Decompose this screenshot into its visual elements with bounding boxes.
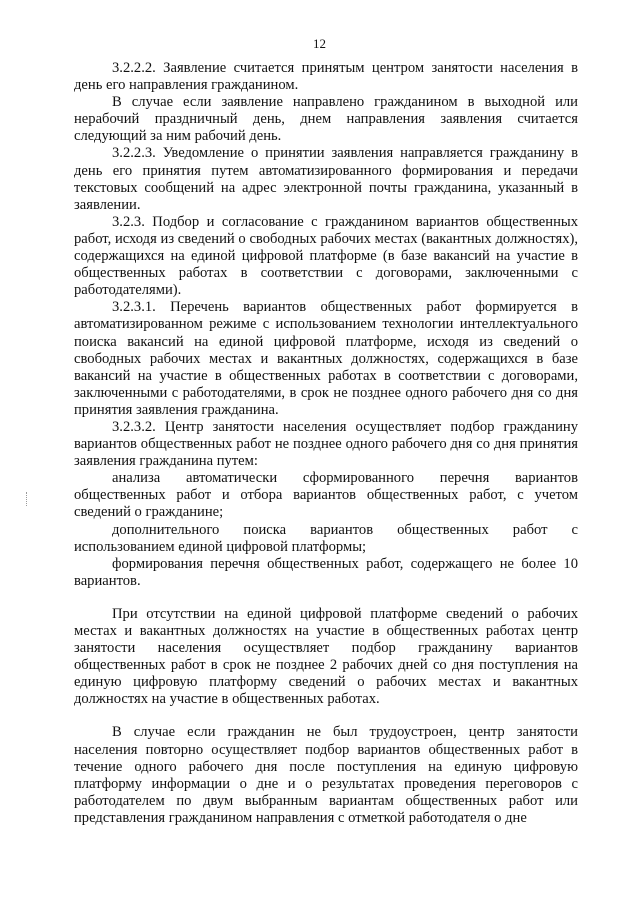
list-item-analysis: анализа автоматически сформированного перечня вариантов общественных работ и отбора вариантов общественных работ, с учетом сведений о гражданине;	[74, 470, 578, 521]
page-number: 12	[313, 36, 326, 51]
list-item-forming-list: формирования перечня общественных работ, содержащего не более 10 вариантов.	[74, 555, 578, 589]
paragraph-3-2-2-2: 3.2.2.2. Заявление считается принятым центром занятости населения в день его направления гражданином.	[74, 60, 578, 94]
paragraph-no-vacancies: При отсутствии на единой цифровой платформе сведений о рабочих местах и вакантных должностях на участие в общественных работах центр занятости населения осуществляет подбор гражданину вариантов общественных работ в срок не позднее 2 рабочих дней со дня поступления на единую цифровую платформу сведений о рабочих местах и вакантных должностях на участие в общественных работах.	[74, 605, 578, 708]
paragraph-weekend-submission: В случае если заявление направлено гражданином в выходной или нерабочий праздничный день, днем направления заявления считается следующий за ним рабочий день.	[74, 94, 578, 145]
scan-artifact	[26, 492, 28, 506]
paragraph-3-2-3: 3.2.3. Подбор и согласование с гражданином вариантов общественных работ, исходя из сведений о свободных рабочих местах (вакантных должностях), содержащихся на единой цифровой платформе (в базе вакансий на участие в общественных работах в соответствии с договорами, заключенными с работодателями).	[74, 213, 578, 299]
document-body	[74, 60, 578, 827]
paragraph-repeat-selection: В случае если гражданин не был трудоустроен, центр занятости населения повторно осуществляет подбор вариантов общественных работ в течение одного рабочего дня после поступления на единую цифровую платформу информации о дне и о результатах проведения переговоров с работодателем по двум выбранным вариантам общественных работ или представления гражданином направления с отметкой работодателя о дне	[74, 724, 578, 826]
paragraph-3-2-3-1: 3.2.3.1. Перечень вариантов общественных работ формируется в автоматизированном режиме с использованием технологии интеллектуального поиска вакансий на единой цифровой платформе, исходя из сведений о свободных рабочих местах и вакантных должностях, содержащихся в базе вакансий на участие в общественных работах в соответствии с договорами, заключенными с работодателями, в срок не позднее одного рабочего дня со дня принятия заявления гражданина.	[74, 299, 578, 418]
paragraph-3-2-3-2: 3.2.3.2. Центр занятости населения осуществляет подбор гражданину вариантов общественных работ не позднее одного рабочего дня со дня принятия заявления гражданина путем:	[74, 418, 578, 470]
paragraph-3-2-2-3: 3.2.2.3. Уведомление о принятии заявления направляется гражданину в день его принятия путем автоматизированного формирования и передачи текстовых сообщений на адрес электронной почты гражданина, указанный в заявлении.	[74, 145, 578, 213]
list-item-additional-search: дополнительного поиска вариантов общественных работ с использованием единой цифровой платформы;	[74, 521, 578, 555]
